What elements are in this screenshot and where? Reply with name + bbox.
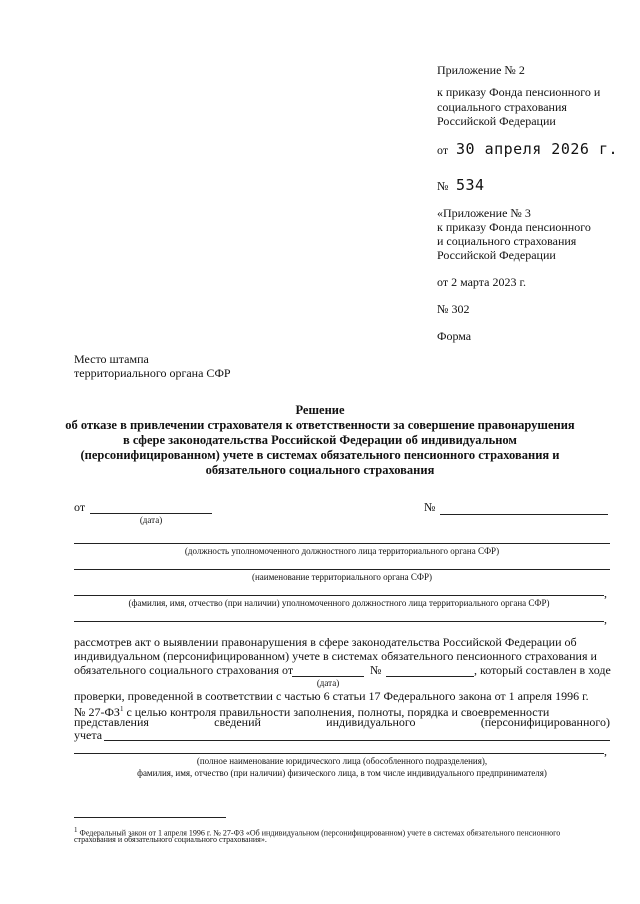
title-line: обязательного социального страхования <box>205 463 435 477</box>
org-field-line[interactable] <box>74 569 610 570</box>
form-label: Форма <box>437 329 472 343</box>
document-title: Решение <box>295 403 345 417</box>
appendix-line: социального страхования <box>437 100 567 114</box>
body-line: проверки, проведенной в соответствии с частью 6 статьи 17 Федерального закона от 1 апреля 1996 г. <box>74 689 589 703</box>
date-caption: (дата) <box>139 515 163 525</box>
entity-caption: фамилия, имя, отчество (при наличии) физического лица, в том числе индивидуального предпринимателя) <box>137 768 547 778</box>
entity-field-line[interactable] <box>104 740 610 741</box>
body-line: рассмотрев акт о выявлении правонарушения в сфере законодательства Российской Федерации об <box>74 635 577 649</box>
comma: , <box>604 744 607 758</box>
act-date-caption: (дата) <box>316 678 340 688</box>
appendix-date-prefix: от <box>437 143 449 157</box>
act-number-label: № <box>370 663 382 677</box>
extra-field-line[interactable] <box>74 621 604 622</box>
appendix-line: Российской Федерации <box>437 114 556 128</box>
comma: , <box>604 586 607 600</box>
position-caption: (должность уполномоченного должностного лица территориального органа СФР) <box>184 546 500 556</box>
date-field-line[interactable] <box>90 513 212 514</box>
appendix-number-prefix: № <box>437 179 449 193</box>
entity-caption: (полное наименование юридического лица (обособленного подразделения), <box>196 756 488 766</box>
body-line: индивидуальном (персонифицированном) учете в системах обязательного пенсионного страхования и <box>74 649 597 663</box>
prior-appendix-line: и социального страхования <box>437 234 577 248</box>
footnote-line: страхования и обязательного социального страхования». <box>74 835 267 844</box>
number-field-line[interactable] <box>440 514 608 515</box>
from-label: от <box>74 500 86 514</box>
body-line: , который составлен в ходе <box>474 663 611 677</box>
entity-field-line-2[interactable] <box>74 753 604 754</box>
act-number-field-line[interactable] <box>386 676 474 677</box>
act-date-field-line[interactable] <box>292 676 364 677</box>
appendix-number-value: 534 <box>456 176 485 194</box>
body-line: обязательного социального страхования от <box>74 663 294 677</box>
org-caption: (наименование территориального органа СФР) <box>251 572 433 582</box>
footnote: $^1$ Федеральный закон от 1 апреля 1996 г. № 27-ФЗ «Об индивидуальном (персонифицированном) учете в системах обязательного пенсионного <box>74 826 561 838</box>
title-line: (персонифицированном) учете в системах обязательного пенсионного страхования и <box>80 448 560 462</box>
appendix-date-value: 30 апреля 2026 г. <box>456 140 619 158</box>
position-field-line[interactable] <box>74 543 610 544</box>
prior-appendix-line: Российской Федерации <box>437 248 556 262</box>
prior-appendix-number: № 302 <box>437 302 470 316</box>
title-line: об отказе в привлечении страхователя к ответственности за совершение правонарушения <box>65 418 575 432</box>
stamp-line: территориального органа СФР <box>74 366 231 380</box>
appendix-line: к приказу Фонда пенсионного и <box>437 85 601 99</box>
title-line: в сфере законодательства Российской Федерации об индивидуальном <box>123 433 517 447</box>
stamp-line: Место штампа <box>74 352 149 366</box>
prior-appendix-line: к приказу Фонда пенсионного <box>437 220 591 234</box>
footnote-ref: 1 <box>119 705 124 713</box>
fio-field-line[interactable] <box>74 595 604 596</box>
body-line: № $27-ФЗ^1$ с целью контроля правильности заполнения, полноты, порядка и своевременности <box>74 705 550 719</box>
fio-caption: (фамилия, имя, отчество (при наличии) уполномоченного должностного лица территориального органа СФР) <box>128 598 550 608</box>
comma: , <box>604 612 607 626</box>
body-line: учета <box>74 728 103 742</box>
number-label: № <box>424 500 436 514</box>
appendix-heading: Приложение № 2 <box>437 63 525 77</box>
footnote-separator <box>74 817 226 818</box>
prior-appendix-date: от 2 марта 2023 г. <box>437 275 527 289</box>
prior-appendix-line: «Приложение № 3 <box>437 206 531 220</box>
body-line-justified: представления сведений индивидуального (персонифицированного) <box>74 715 610 729</box>
